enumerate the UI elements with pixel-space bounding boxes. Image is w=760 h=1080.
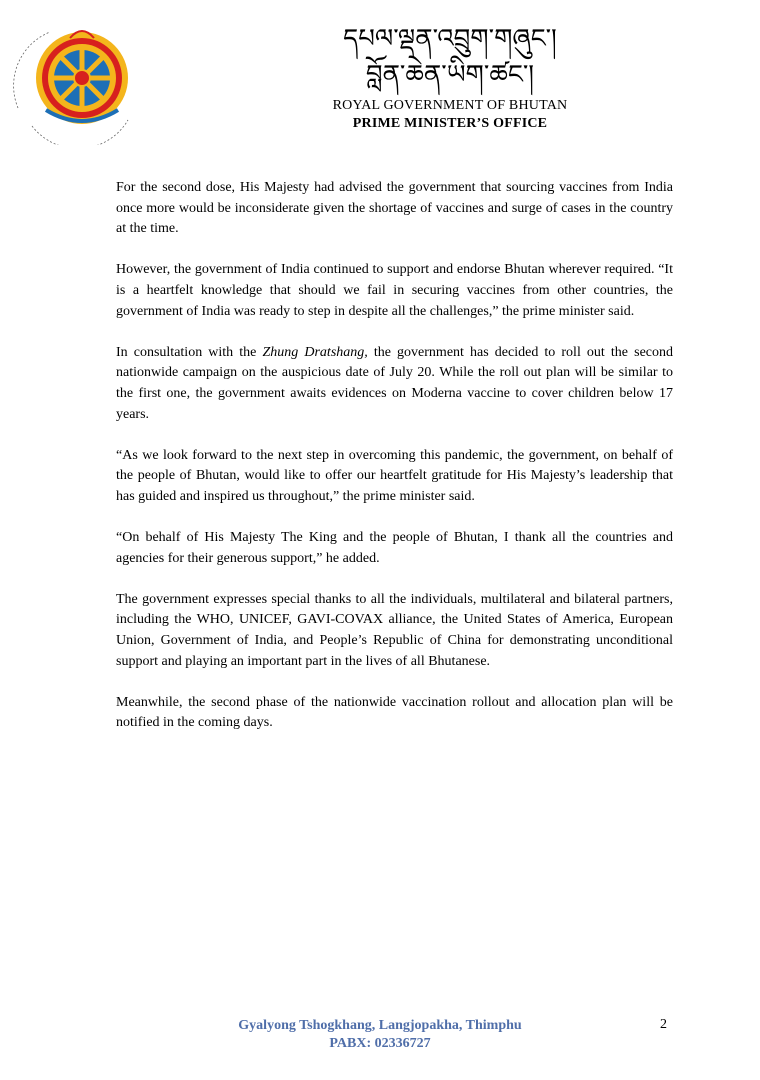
paragraph-5: “On behalf of His Majesty The King and the people of Bhutan, I thank all the countries and agencies for their generous support,” he added. bbox=[116, 530, 673, 566]
zhung-dratshang-italic: Zhung Dratshang, bbox=[262, 344, 368, 360]
letterhead bbox=[140, 22, 760, 132]
paragraph-3-end: the government has decided to roll out the second nationwide campaign on the auspicious date of July 20. While the roll out plan will be similar to the first one, the government awaits evidences on Moderna vaccine to cover children below 17 years. bbox=[116, 344, 673, 422]
footer-address: Gyalyong Tshogkhang, Langjopakha, Thimphu bbox=[238, 1018, 522, 1033]
dzongkha-title-line1: དཔལ་ལྡན་འབྲུག་གཞུང་། bbox=[343, 24, 557, 54]
government-name: ROYAL GOVERNMENT OF BHUTAN bbox=[332, 98, 568, 113]
document-body bbox=[116, 178, 673, 755]
paragraph-7: Meanwhile, the second phase of the nationwide vaccination rollout and allocation plan will be notified in the coming days. bbox=[116, 694, 673, 731]
office-name: PRIME MINISTER’S OFFICE bbox=[352, 116, 548, 131]
footer-pabx: PABX: 02336727 bbox=[329, 1036, 431, 1051]
paragraph-1: For the second dose, His Majesty had advised the government that sourcing vaccines from India once more would be inconsiderate given the shortage of vaccines and surge of cases in the country at the time. bbox=[116, 180, 673, 237]
dzongkha-title-line2: བློན་ཆེན་ཡིག་ཚང་། bbox=[365, 60, 535, 90]
paragraph-6: The government expresses special thanks to all the individuals, multilateral and bilateral partners, including the WHO, UNICEF, GAVI-COVAX alliance, the United States of America, European Union, Government of India, and People’s Republic of China for demonstrating unconditional support and playing an important part in the lives of all Bhutanese. bbox=[116, 591, 673, 669]
page-number: 2 bbox=[660, 1017, 667, 1032]
paragraph-4: “As we look forward to the next step in overcoming this pandemic, the government, on behalf of the people of Bhutan, would like to offer our heartfelt gratitude for His Majesty’s leadership that has guided and inspired us throughout,” the prime minister said. bbox=[116, 447, 673, 504]
paragraph-2: However, the government of India continued to support and endorse Bhutan wherever required. “It is a heartfelt knowledge that should we fail in securing vaccines from other countries, the government of India was ready to step in despite all the challenges,” the prime minister said. bbox=[116, 262, 673, 319]
paragraph-3 bbox=[116, 343, 673, 425]
paragraph-3-start: In consultation with the bbox=[116, 344, 263, 360]
footer-address-block bbox=[210, 1017, 550, 1053]
bhutan-emblem-icon bbox=[10, 20, 140, 145]
